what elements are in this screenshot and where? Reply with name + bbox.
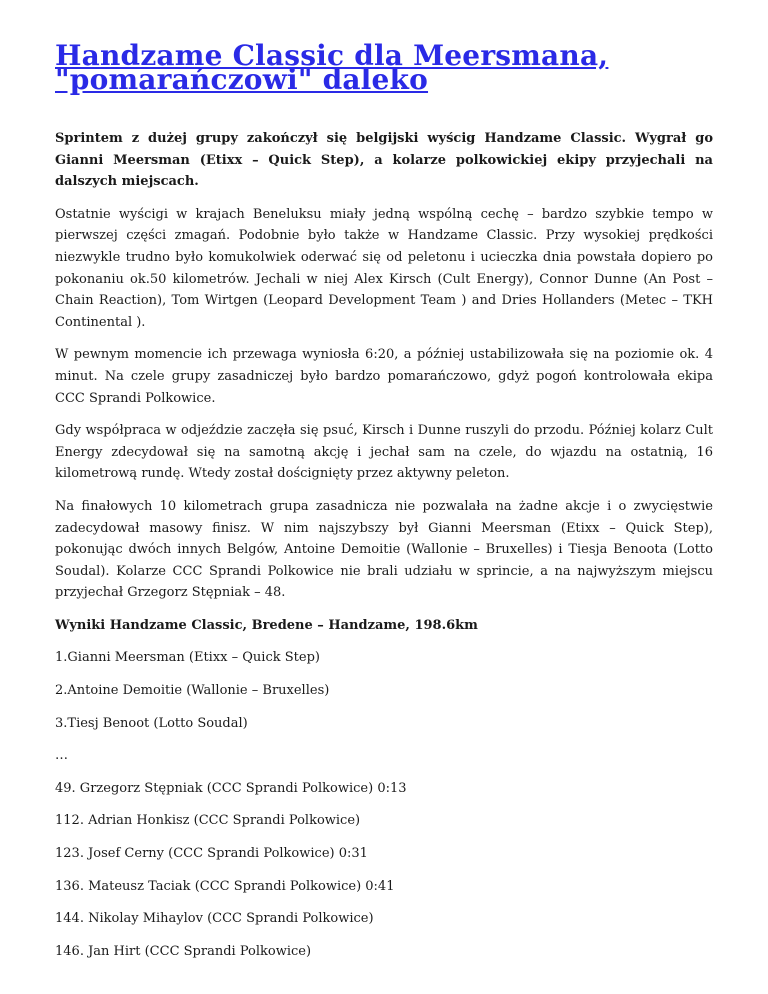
results-list bbox=[55, 647, 713, 962]
result-item: … bbox=[55, 748, 68, 764]
article-paragraph: Gdy współpraca w odjeździe zaczęła się psuć, Kirsch i Dunne ruszyli do przodu. Później kolarz Cult Energy zdecydował się na samotną akcję i jechał sam na czele, do wjazdu na ostatnią, 16 kilometrową rundę. Wtedy został doścignięty przez aktywny peleton. bbox=[55, 423, 713, 482]
article-lead: Sprintem z dużej grupy zakończył się belgijski wyścig Handzame Classic. Wygrał go Gianni Meersman (Etixx – Quick Step), a kolarze polkowickiej ekipy przyjechali na dalszych miejscach. bbox=[55, 131, 713, 190]
result-item: 146. Jan Hirt (CCC Sprandi Polkowice) bbox=[55, 943, 312, 959]
article bbox=[55, 39, 713, 973]
result-item: 1.Gianni Meersman (Etixx – Quick Step) bbox=[55, 650, 320, 666]
result-item: 123. Josef Cerny (CCC Sprandi Polkowice) 0:31 bbox=[55, 846, 368, 862]
article-paragraph: W pewnym momencie ich przewaga wyniosła 6:20, a później ustabilizowała się na poziomie ok. 4 minut. Na czele grupy zasadniczej było bardzo pomarańczowo, gdyż pogoń kontrolowała ekipa CCC Sprandi Polkowice. bbox=[55, 347, 713, 406]
article-paragraph: Ostatnie wyścigi w krajach Beneluksu miały jedną wspólną cechę – bardzo szybkie tempo w pierwszej części zmagań. Podobnie było także w Handzame Classic. Przy wysokiej prędkości niezwykle trudno było komukolwiek oderwać się od peletonu i ucieczka dnia powstała dopiero po pokonaniu ok.50 kilometrów. Jechali w niej Alex Kirsch (Cult Energy), Connor Dunne (An Post – Chain Reaction), Tom Wirtgen (Leopard Development Team ) and Dries Hollanders (Metec – TKH Continental ). bbox=[55, 206, 713, 330]
result-item: 2.Antoine Demoitie (Wallonie – Bruxelles) bbox=[55, 683, 330, 699]
result-item: 49. Grzegorz Stępniak (CCC Sprandi Polkowice) 0:13 bbox=[55, 780, 407, 796]
article-paragraph: Na finałowych 10 kilometrach grupa zasadnicza nie pozwalała na żadne akcje i o zwycięstwie zadecydował masowy finisz. W nim najszybszy był Gianni Meersman (Etixx – Quick Step), pokonując dwóch innych Belgów, Antoine Demoitie (Wallonie – Bruxelles) i Tiesja Benoota (Lotto Soudal). Kolarze CCC Sprandi Polkowice nie brali udziału w sprincie, a na najwyższym miejscu przyjechał Grzegorz Stępniak – 48. bbox=[55, 498, 713, 601]
result-item: 144. Nikolay Mihaylov (CCC Sprandi Polkowice) bbox=[55, 911, 374, 927]
result-item: 136. Mateusz Taciak (CCC Sprandi Polkowice) 0:41 bbox=[55, 878, 395, 894]
results-heading: Wyniki Handzame Classic, Bredene – Handzame, 198.6km bbox=[55, 617, 478, 633]
result-item: 3.Tiesj Benoot (Lotto Soudal) bbox=[55, 715, 248, 731]
article-title-link[interactable]: Handzame Classic dla Meersmana, "pomarańczowi" daleko bbox=[55, 39, 609, 96]
result-item: 112. Adrian Honkisz (CCC Sprandi Polkowice) bbox=[55, 813, 361, 829]
article-title bbox=[55, 39, 713, 96]
